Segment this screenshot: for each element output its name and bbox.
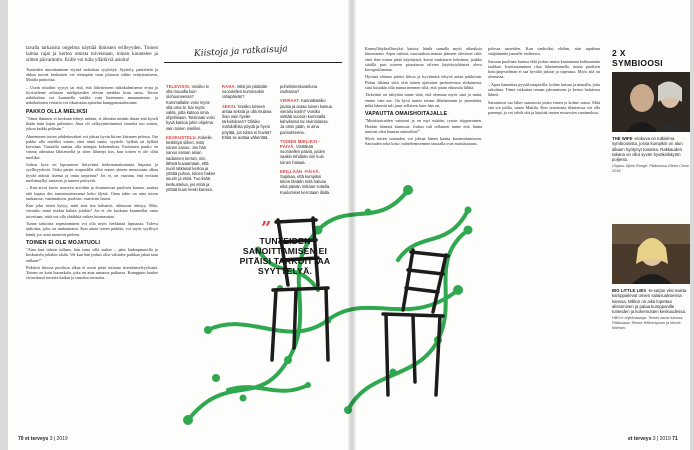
body-paragraph: – Usein riitoihin syytys tai että, että läheiteiseen näkökulmineme eroja ja hyvitteleme erilaisen mielipiteiden olevan merkkis kuin omia. Toisen näkökulma voi kuunnella vaikka vain hinemmes muunnamme, ja näkökulmien vertailu voi rikastuttaa ajattelua kumppanuudessame. [26, 84, 158, 106]
tip-name: ERILLÄÄN -PÄIVÄ. [280, 168, 321, 174]
tip-name: KESKUSTELU. [166, 134, 198, 140]
sidebar-item-text: -tv-sarjan viisi naista kamppailevat omien salaisuuksiensa kanssa. Million on aika lopettaa alistuminen ja palaa kumppanille tunteiden ja kokemusten keskuudessa. [612, 288, 687, 315]
body-paragraph: Pitkässä liitossa puolison alkaa ei usein pitää toistaan itsestäänselvyyksinä. Toinen on kuin huonekalu, joka on aina samassa paikassa. Kumppnin kuulee virtavänssä toisesta kaikin ja sanoista tavaroita. [26, 264, 158, 281]
tip-tail: puhelinkeskusteluna rauhassa? [280, 84, 318, 95]
tip-text: Viettäkää vuorotellen päiviä, joiden saakin tehdään niin kuin toinen haluaa. [280, 144, 326, 165]
sidebar-item-text: -elokuva on tutkielma symbioosista, jossa kumpikin on alun alkaen hyötynyt toisesta. Rakkauden takana on ollut syvän hyväksikäytön poljento. [612, 136, 683, 163]
sidebar-item-label: BIG LITTLE LIES [612, 288, 647, 293]
section-heading: PAKKO OLLA MIELIKSI [26, 108, 88, 115]
big-little-lies-photo [612, 224, 690, 284]
page-number: 71 [672, 436, 678, 442]
tip-name: RAHA. [222, 84, 236, 89]
body-paragraph: – Kun arvoi kuvio nouseva arvoihin ja dominoivan puolisen kanssa, saattaa että lupaus des tunnemuistavansa koko älystä. Onna tahto on aina toisen tunkaussa: vaatimuksen, puolisin, vaatiiviin lasten. [26, 185, 158, 201]
body-paragraph: Kunnyllätykselliseyksi katsoa, hänlä samalla myös oikeuksia kiinnostain. Arjen rutiinit, saavutuksia mattaa jäämeet oleviaset siltä, ettei ehre toisen pitää käyttäytyä, kuvat vanhatarte keksinen, joukka sitäillä puri toiseen pisautuvaa talvien käyttäytykiinteä oleva korograffaamaa. [365, 46, 482, 73]
body-paragraph: "Tämä ihminen ei koskaan tehnyt mitään, et itkinäin mitään ilman että kyseli ikään kuin hajan pubtaisin. Aina oli valkyymittömässä vioneita tuo toinen, jokon kaikki pelästin." [26, 115, 158, 132]
body-paragraph: – Apua kannattaa pyytää naapurilla, kolme kutsua ja muualla, joita sekoittaa. Tämä vaikuttaa omaan jaksamiseen ja kertoa halutessa lähteä. [488, 81, 600, 98]
body-paragraph: Kun joku sitten kysyy, mitä sinä itse haluaisit, alituseast äitinyy. Mitä, voisinko minä itsekin haluta jotakin? Jos et ole koskaan kuunnellut omia toiveitaan, niitä voi olla yhtäkkiä vaikea huomeuttaa. [26, 203, 158, 219]
body-paragraph: Tunteiden sanoittaminen etyistä tarkoittaa syyttelyä. Syyttely, pantettelu ja ahkaa tuovat keskusten vie eteenpäin vaan johtavat väliin vetäytymiseen, Mattila painottaa. [26, 66, 158, 83]
magazine-name: et terveys [24, 436, 49, 442]
right-article-column-2 [488, 46, 600, 118]
sidebar-title [612, 48, 663, 68]
magazine-spread [8, 0, 690, 450]
magazine-name: et terveys [628, 436, 652, 442]
sidebar-item-label: THE WIFE [612, 136, 633, 141]
body-paragraph: Hyvänä elätana pitäisi liittoa ja hyviämisä tehyvä antaa pakkiinin. Pitäisi lähinsa siitä, että toinen ajaisaiset perkieteensa elokuuessä, siitä kustakin olla minua mennen siltä, että jotain eikunulu lähtiä. [365, 74, 482, 91]
issue-number: 3 | 2019 [49, 436, 68, 442]
left-folio [18, 436, 68, 442]
sidebar-item-big-little-lies [612, 288, 690, 333]
tip-name: TELEVISIO. [166, 84, 191, 89]
body-paragraph: Saisaan puolinen kanssa elää joskus mutta kantamaan kohtuutonta taakkaa. Irrottautuminen tilaa läheisemmelle, mutta puolisen hoitojärjestelmän ei saa hyvältä jakson ja sopeutua. Myös sitä on olemassa. [488, 58, 600, 80]
body-paragraph: Joskus kyse on lapsuuteen liittyvästä tiedostamattomasta hiipusta ja syyllisyydestä. Onko partin osapuolilla ollut ennen yhteen menossaan alkaa hyvää aidosti itsensä ja omia tarpeinsa? Jos ei, on vaarana, että erottain mieltämyllyt vantavat ja tunteet peittyvät. [26, 162, 158, 183]
tip-text: Mitä jos pitäisitte vuorotellen kummankin rahapäivän? [222, 84, 268, 100]
tip-name: SEKSI. [222, 103, 237, 109]
body-paragraph: Ahnemmen toisen johdettavalnet voi johtaa hyvin kiivan kirinnen pelosta. Oni pakko olla mieliksi toisen, ettei tämä suutu, syyttele, hylkää tai hylkää koivtaan. Taustalla saattaa olla aiempia kokemuksia. Erotinnen paulto on voinut aiheuttaa lähitenseltä ja siten lähtenyt kin, kun toinen ei ole ollut mieliksi. [26, 133, 158, 160]
body-paragraph: Myös toisen sairauden voi johtaa hänen kautta kuormittumiseen. Sairauden sekä koko vaihtelemisemme taustalla ovat muistisairaus. [365, 136, 482, 147]
tip-text: Sopikaa, että kumpikin tekee tänään mitä haluaa eikä päivän mittaan soitella. Kuulumiset kerrotaan illalla. [280, 174, 331, 195]
tip-text: Voisiko tv olla muualla kuin olohuoneessa? Kummallakin voisi myös olla oma tv. Sai myös valita, jotta katsoa omia ohjelmiaan. Toisinaan voisi hyvä katsoa jokin ohjelma vain toisen mieliksi. [166, 84, 215, 131]
section-heading: TOINEN EI OLE MOJATUOLI [26, 239, 101, 246]
page-number: 70 [18, 436, 24, 442]
pullquote: TUNTEIDEN SANOITTAMISEN EI PITÄISI TARKOITTAA SYYTTELYÄ. [239, 236, 331, 276]
body-paragraph: Saisattavat saa lähes saatanoita jotain ennen ja kolme sanoa. Mitä sitä voi juhlia, sanoo Mattila. Kun seuratonta tilanteessa voi olla parempi, ja voi tehdä sitä ja käyttää omien resurssien vaatimuksia. [488, 99, 600, 116]
sidebar-item-credit: HBO:n ohjelmasarja. Toinen kausi tulossa. Pääosissa: Reese Witherspoon ja Nicole Kidman. [612, 316, 684, 331]
tip-text: Kannattaisiko jousta ja antaa toisen kutsua vierailu kotiin? Voisiko viettää vuoroin kummalla kahvilassa tai ravintolassa. Ja omin pään, ei aina parisuhteena. [280, 98, 332, 135]
issue-number: 3 | 2019 [652, 436, 671, 442]
page-gutter [348, 0, 356, 450]
right-article-column-1 [365, 46, 482, 149]
right-folio [628, 436, 678, 442]
tip-name: TOINEN MIELIKSI -PÄIVÄ. [280, 138, 321, 150]
intro-paragraph: tavalla tarkaisita ongelma näyttää ihmisten erilleyyden. Toinen laittaa rajat ja kertoo omista toiveistaan, toinen kuuntelee ja siitten päivantotin. Esille voi tulla yllättäviä asioita! [26, 46, 158, 64]
sidebar-title-line: SYMBIOOSI [612, 58, 663, 68]
body-paragraph: "Muistisairaiden vaimoni ja en myt mitään, ryssin riippuvainen. Hoidan hänestä kinnossa. Joskus tuli sellainen tunne että, hänta tuntuisi olen haastaa aukeoihin!" [365, 118, 482, 134]
the-wife-photo [612, 72, 690, 132]
tip-text: Voisiko toiseen antaa seksiä ja olla mulana ihan vain hyvän tarkoituksen? Olisiko mahdollista pöydä ja hyvin pöytää, jos toista ei huvita? Ehkä se auttaa vähentää. [222, 103, 272, 140]
section-heading: VAPAUTTA OMAISHOITAJALLE [365, 111, 448, 118]
tips-box-title: Kiistoja ja ratkaisuja [193, 44, 288, 60]
body-paragraph: Tärkeintä on säilyttää tunne siitä, että olemme myös sinä ja minä, emme vain me. On hyvä tuntea toinen läheisimmin ja ymmärtää, mikä hänestä tuli juuri sellaisen kuin hän on. [365, 92, 482, 108]
body-paragraph: "Aina kun taloon tullaan, hän istua sillä taakse – päin kädenpinnoilla ja keskustelu joltakin alalta. Vei kun hän joskus olisi valttulee paikkaa jakaa taan eullaan?" [26, 246, 158, 263]
tips-box-rule [164, 62, 342, 63]
body-paragraph: polessa aarteiden. Kun vanhoiksi eleläm, niin tapahtuu vääjäämättä jonnalle vaiheessa. [488, 46, 600, 57]
tip-text: Kokeile keskittyä siihen, mitä toinen sanoo. Jos hän sanoo saman asian sadannen kerran, niin, lähteä kuvaamaan, että nuoli ratkaisut kertoa ja yrittää puhua, toinen hakee suurin ja etsiä. Tuo lisää keskustelua, jos etsiä ja yrittää kuun keski kanssa. [166, 134, 216, 192]
body-paragraph: Tunne tarkoista sopeutuminen voi olla myös herkkiinä lapsuusta. Tuleva tarkoista, joku on mukautunut. Kun ainaa toisen päättää, voi myös syyllisyä häntä, jos asiat menevät pieleen. [26, 221, 158, 237]
left-article-column [26, 46, 158, 283]
sidebar-title-line: 2 X [612, 48, 626, 58]
pullquote-mark: ” [261, 218, 272, 239]
tip-entry [222, 84, 274, 100]
sidebar-item-credit: Ohjaus: Björn Runge. Pääosissa Glenn Close. 2018. [612, 164, 690, 174]
tip-name: VIERAAT. [280, 98, 300, 104]
sidebar-item-the-wife [612, 136, 690, 176]
